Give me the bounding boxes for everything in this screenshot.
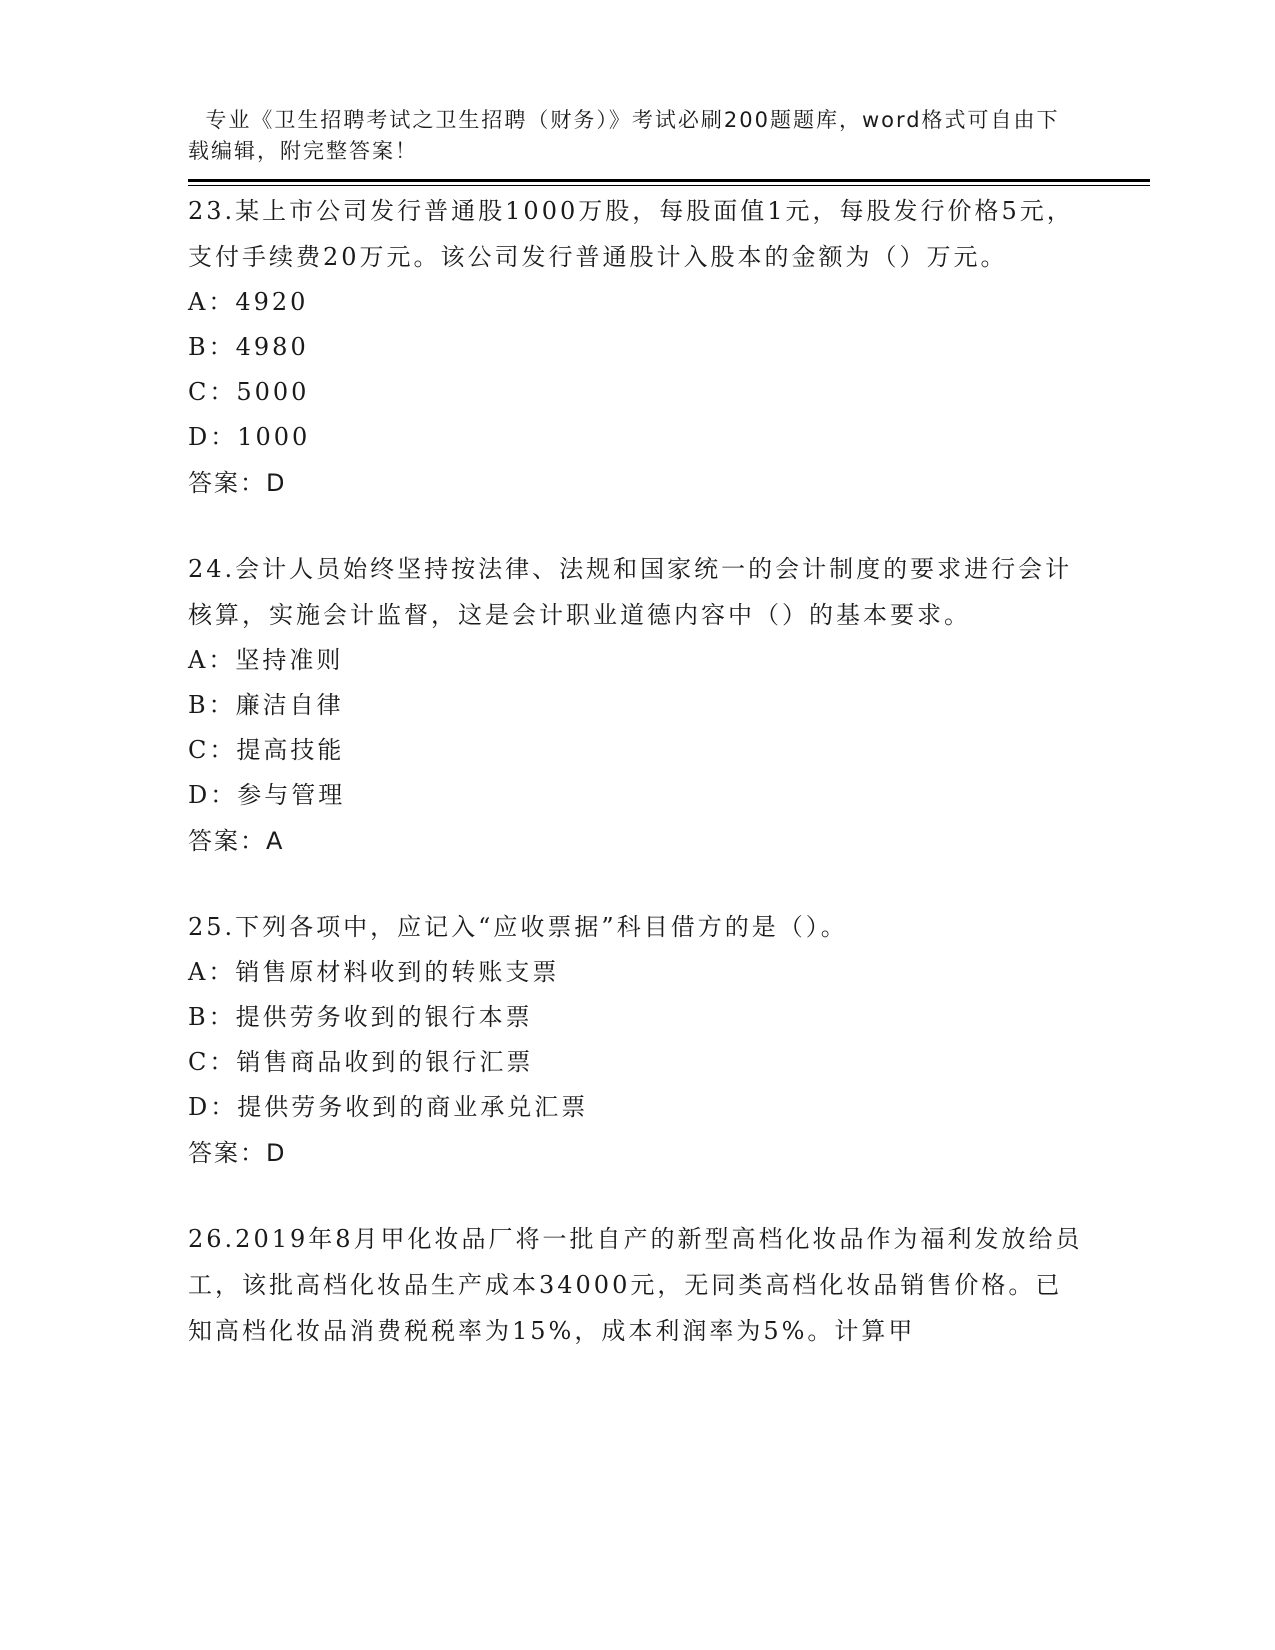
option-c: C：5000 — [188, 378, 310, 406]
question-24 — [188, 546, 1088, 864]
option-d: D：提供劳务收到的商业承兑汇票 — [188, 1093, 589, 1121]
question-26 — [188, 1216, 1088, 1354]
question-23 — [188, 188, 1088, 506]
option-b: B：提供劳务收到的银行本票 — [188, 1003, 533, 1031]
option-d: D：1000 — [188, 423, 311, 451]
answer-line: 答案：D — [188, 1139, 287, 1167]
question-stem: 24.会计人员始终坚持按法律、法规和国家统一的会计制度的要求进行会计核算，实施会计监督，这是会计职业道德内容中（）的基本要求。 — [188, 555, 1073, 629]
question-25 — [188, 904, 1088, 1176]
header-divider-thick — [188, 179, 1150, 182]
question-list — [188, 188, 1088, 1394]
answer-line: 答案：A — [188, 827, 285, 855]
answer-line: 答案：D — [188, 469, 287, 497]
document-header — [188, 74, 1068, 167]
header-divider-thin — [188, 185, 1150, 186]
option-c: C：销售商品收到的银行汇票 — [188, 1048, 534, 1076]
header-title: 专业《卫生招聘考试之卫生招聘（财务）》考试必刷200题题库，word格式可自由下载编辑，附完整答案！ — [188, 108, 1060, 163]
option-a: A：销售原材料收到的转账支票 — [188, 958, 560, 986]
option-a: A：4920 — [188, 288, 309, 316]
option-d: D：参与管理 — [188, 781, 346, 809]
option-b: B：廉洁自律 — [188, 691, 344, 719]
option-b: B：4980 — [188, 333, 309, 361]
question-stem: 25.下列各项中，应记入“应收票据”科目借方的是（）。 — [188, 913, 848, 941]
option-c: C：提高技能 — [188, 736, 345, 764]
question-stem: 26.2019年8月甲化妆品厂将一批自产的新型高档化妆品作为福利发放给员工，该批高档化妆品生产成本34000元，无同类高档化妆品销售价格。已知高档化妆品消费税税率为15%，成本利润率为5%。计算甲 — [188, 1225, 1083, 1345]
option-a: A：坚持准则 — [188, 646, 344, 674]
question-stem: 23.某上市公司发行普通股1000万股，每股面值1元，每股发行价格5元，支付手续费20万元。该公司发行普通股计入股本的金额为（）万元。 — [188, 197, 1074, 271]
